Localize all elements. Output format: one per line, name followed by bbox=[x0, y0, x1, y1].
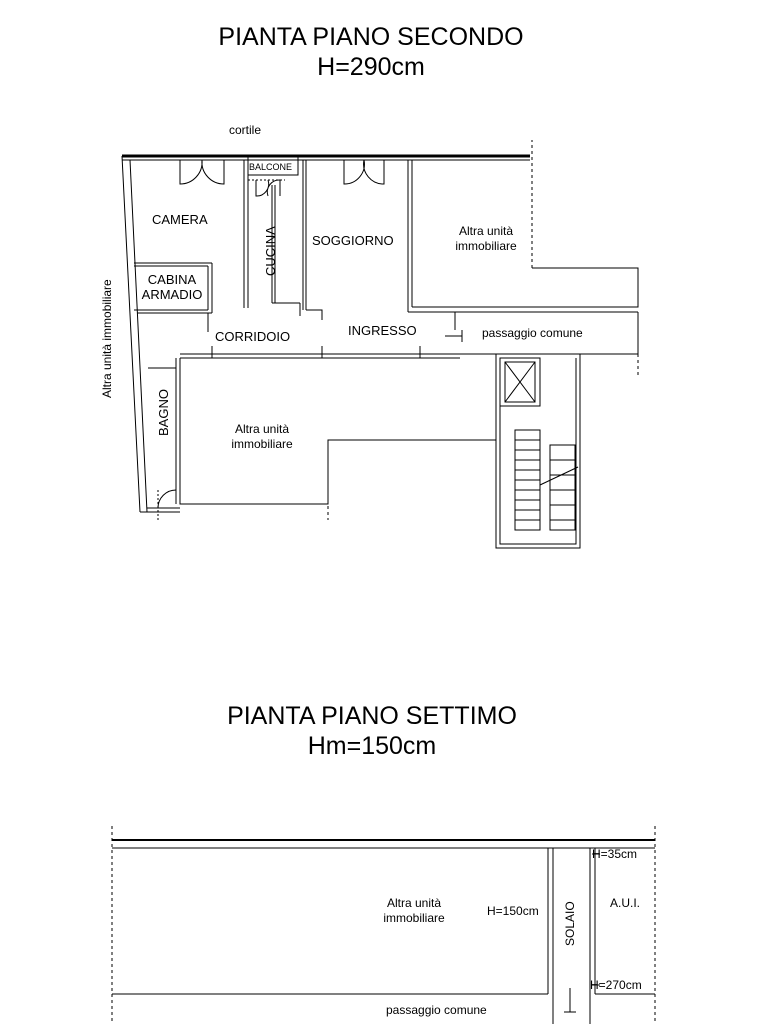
label-h270: H=270cm bbox=[590, 978, 642, 992]
label-cabina-2: ARMADIO bbox=[141, 287, 203, 302]
label-solaio: SOLAIO bbox=[563, 901, 577, 946]
label-h150: H=150cm bbox=[487, 904, 539, 918]
label-camera: CAMERA bbox=[152, 212, 208, 227]
label-corridoio: CORRIDOIO bbox=[215, 329, 291, 344]
label-altra-top bbox=[446, 224, 526, 254]
floor2-title: PIANTA PIANO SECONDO bbox=[218, 23, 524, 51]
label-floor7-altra bbox=[372, 896, 456, 926]
label-aui: A.U.I. bbox=[610, 896, 641, 910]
label-altra-side: Altra unità immobiliare bbox=[100, 279, 114, 398]
label-ingresso: INGRESSO bbox=[348, 323, 417, 338]
label-cabina-armadio bbox=[136, 272, 208, 302]
label-altra-mid-2: immobiliare bbox=[231, 437, 293, 451]
label-altra-mid bbox=[222, 422, 302, 452]
label-cabina-1: CABINA bbox=[147, 272, 197, 287]
label-h35: H=35cm bbox=[592, 847, 638, 861]
label-floor7-altra-2: immobiliare bbox=[383, 911, 445, 925]
floor7-height: Hm=150cm bbox=[307, 732, 437, 760]
label-soggiorno: SOGGIORNO bbox=[312, 233, 394, 248]
floor2-height: H=290cm bbox=[317, 53, 425, 81]
label-bagno: BAGNO bbox=[156, 389, 171, 436]
floor7-title: PIANTA PIANO SETTIMO bbox=[227, 702, 517, 730]
label-cucina: CUCINA bbox=[263, 226, 278, 276]
label-balcone: BALCONE bbox=[249, 162, 293, 172]
label-floor7-passaggio: passaggio comune bbox=[386, 1003, 487, 1017]
label-cortile: cortile bbox=[229, 123, 262, 137]
label-altra-top-2: immobiliare bbox=[455, 239, 517, 253]
label-floor7-altra-1: Altra unità bbox=[386, 896, 442, 910]
label-altra-top-1: Altra unità bbox=[458, 224, 514, 238]
label-altra-mid-1: Altra unità bbox=[234, 422, 290, 436]
label-passaggio-comune: passaggio comune bbox=[482, 326, 583, 340]
